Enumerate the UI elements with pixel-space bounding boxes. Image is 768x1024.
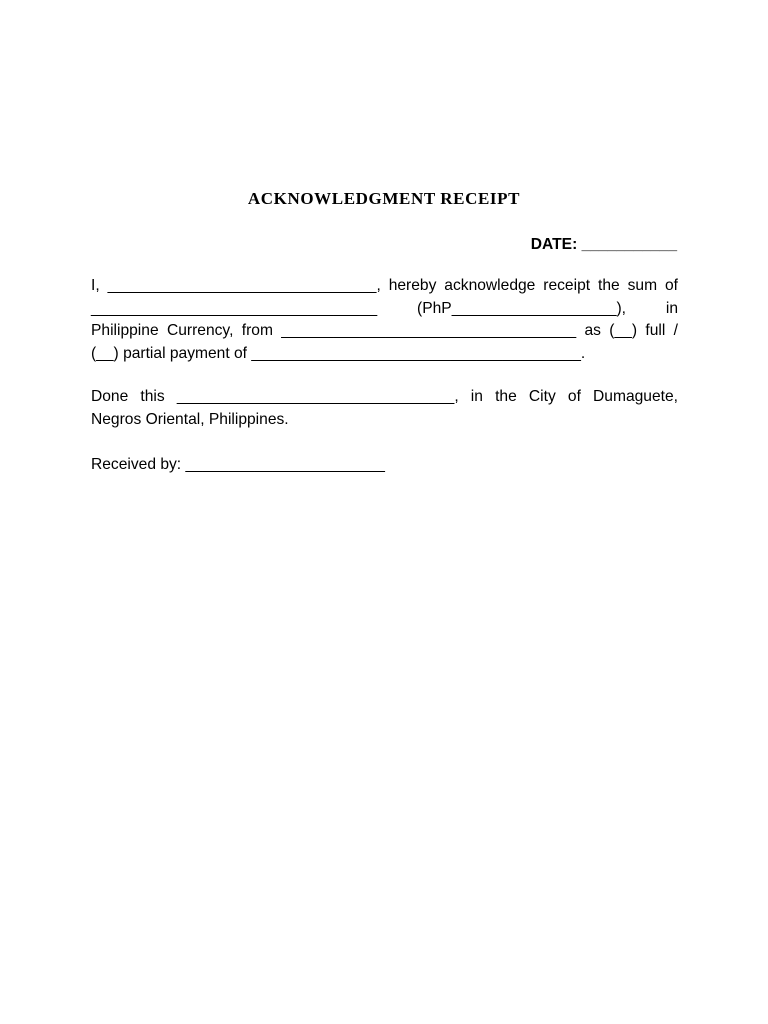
- receipt-line-4: (__) partial payment of ______________________________________.: [91, 344, 586, 362]
- done-line-2: Negros Oriental, Philippines.: [91, 410, 289, 428]
- receipt-paragraph: [91, 275, 678, 365]
- done-line-1: Done this ________________________________, in the City of Dumaguete,: [91, 388, 678, 405]
- document-title: ACKNOWLEDGMENT RECEIPT: [247, 189, 521, 208]
- receipt-line-3: Philippine Currency, from __________________________________ as (__) full /: [91, 322, 678, 339]
- date-field: DATE: ___________: [530, 236, 677, 253]
- receipt-line-1: I, _______________________________, hereby acknowledge receipt the sum of: [91, 277, 678, 294]
- received-by-line: Received by: _______________________: [91, 456, 385, 473]
- done-paragraph: [91, 386, 678, 431]
- receipt-line-2: _________________________________ (PhP___________________), in: [91, 299, 678, 317]
